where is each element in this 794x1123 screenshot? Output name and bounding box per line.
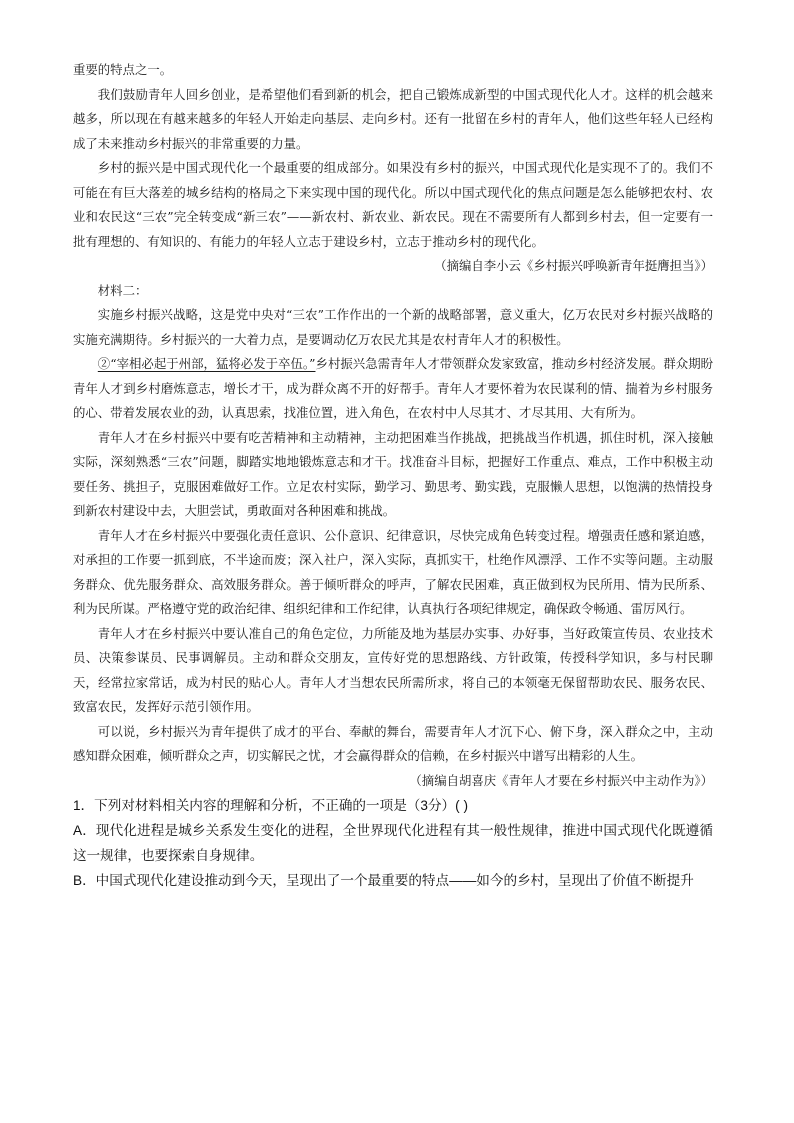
- paragraph-rural-revitalization: 乡村的振兴是中国式现代化一个最重要的组成部分。如果没有乡村的振兴，中国式现代化是实现不了的。我们不可能在有巨大落差的城乡结构的格局之下来实现中国的现代化。所以中国式现代化的焦点问题是怎么能够把农村、农业和农民这“三农”完全转变成“新三农”——新农村、新农业、新农民。现在不需要所有人都到乡村去，但一定要有一批有理想的、有知识的、有能力的年轻人立志于建设乡村，立志于推动乡村的现代化。: [73, 160, 713, 249]
- source-citation-1: （摘编自李小云《乡村振兴呼唤新青年挺膺担当》）: [434, 258, 713, 273]
- underlined-quote: ②“宰相必起于州部，猛将必发于卒伍。”: [97, 356, 316, 371]
- paragraph-conclusion: 可以说，乡村振兴为青年提供了成才的平台、奉献的舞台，需要青年人才沉下心、俯下身，深入群众之中，主动感知群众困难，倾听群众之声，切实解民之忧，才会赢得群众的信赖，在乡村振兴中谱写出精彩的人生。: [73, 723, 713, 763]
- paragraph-marked-quote-rest: 乡村振兴急需青年人才带领群众发家致富，推动乡村经济发展。群众期盼青年人才到乡村磨炼意志，增长才干，成为群众离不开的好帮手。青年人才要怀着为农民谋利的情、揣着为乡村服务的心、带着发展农业的劲，认真思索，找准位置，进入角色，在农村中人尽其才、才尽其用、大有所为。: [73, 356, 714, 420]
- paragraph-marked-quote: [73, 352, 713, 426]
- option-a: A．现代化进程是城乡关系发生变化的进程，全世界现代化进程有其一般性规律，推进中国式现代化既遵循这一规律，也要探索自身规律。: [73, 823, 713, 863]
- paragraph-hardship-spirit: 青年人才在乡村振兴中要有吃苦精神和主动精神，主动把困难当作挑战，把挑战当作机遇，抓住时机，深入接触实际，深刻熟悉“三农”问题，脚踏实地地锻炼意志和才干。找准奋斗目标，把握好工作重点、难点，工作中积极主动要任务、挑担子，克服困难做好工作。立足农村实际，勤学习、勤思考、勤实践，克服懒人思想，以饱满的热情投身到新农村建设中去，大胆尝试，勇敢面对各种困难和挑战。: [73, 429, 713, 518]
- material-two-heading: 材料二：: [97, 282, 148, 298]
- paragraph-strategy: 实施乡村振兴战略，这是党中央对“三农”工作作出的一个新的战略部署，意义重大，亿万农民对乡村振兴战略的实施充满期待。乡村振兴的一大着力点，是要调动亿万农民尤其是农村青年人才的积极性。: [73, 307, 713, 347]
- paragraph-responsibility: 青年人才在乡村振兴中要强化责任意识、公仆意识、纪律意识，尽快完成角色转变过程。增强责任感和紧迫感，对承担的工作要一抓到底，不半途而废；深入社户，深入实际，真抓实干，杜绝作风漂浮、工作不实等问题。主动服务群众、优先服务群众、高效服务群众。善于倾听群众的呼声，了解农民困难，真正做到权为民所用、情为民所系、利为民所谋。严格遵守党的政治纪律、组织纪律和工作纪律，认真执行各项纪律规定，确保政令畅通、雷厉风行。: [73, 527, 713, 616]
- document-page: [73, 58, 713, 893]
- paragraph-continuation: 重要的特点之一。: [73, 62, 173, 77]
- paragraph-youth-return: 我们鼓励青年人回乡创业，是希望他们看到新的机会，把自己锻炼成新型的中国式现代化人才。这样的机会越来越多，所以现在有越来越多的年轻人开始走向基层、走向乡村。还有一批留在乡村的青年人，他们这些年轻人已经构成了未来推动乡村振兴的非常重要的力量。: [73, 86, 713, 151]
- paragraph-role-positioning: 青年人才在乡村振兴中要认准自己的角色定位，力所能及地为基层办实事、办好事，当好政策宣传员、农业技术员、决策参谋员、民事调解员。主动和群众交朋友，宣传好党的思想路线、方针政策，传授科学知识，多与村民聊天，经常拉家常话，成为村民的贴心人。青年人才当想农民所需所求，将自己的本领毫无保留帮助农民、服务农民、致富农民，发挥好示范引领作用。: [73, 625, 713, 714]
- option-b: B．中国式现代化建设推动到今天，呈现出了一个最重要的特点——如今的乡村，呈现出了价值不断提升: [73, 873, 694, 888]
- question-1: 1．下列对材料相关内容的理解和分析，不正确的一项是（3分）( ): [73, 798, 468, 813]
- source-citation-2: （摘编自胡喜庆《青年人才要在乡村振兴中主动作为》）: [409, 772, 713, 788]
